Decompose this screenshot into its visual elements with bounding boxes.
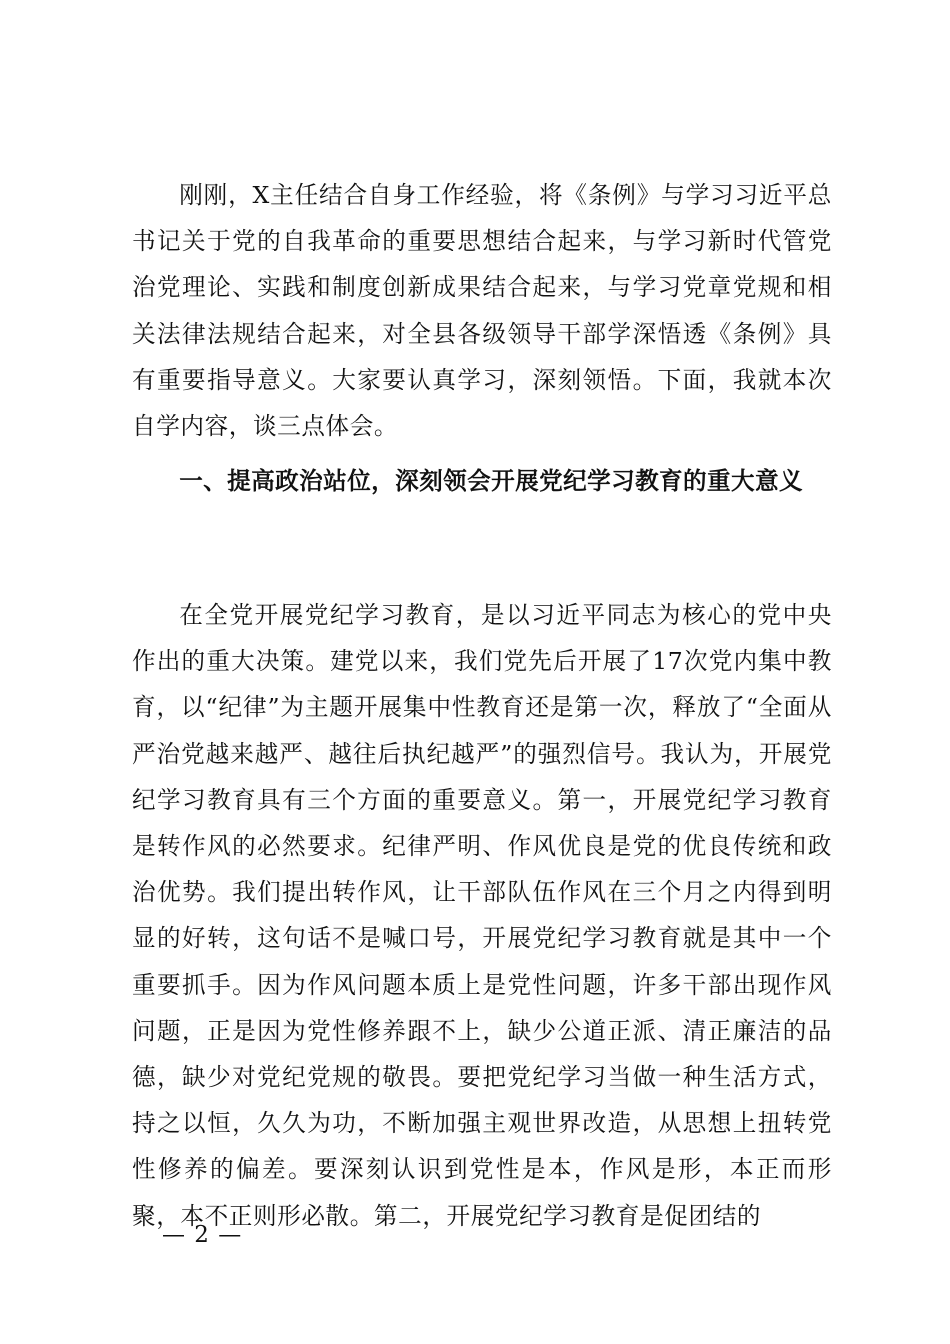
section-one-paragraph: 在全党开展党纪学习教育，是以习近平同志为核心的党中央作出的重大决策。建党以来，我们党先后开展了17次党内集中教育，以“纪律”为主题开展集中性教育还是第一次，释放了“全面从严治党越来越严、越往后执纪越严”的强烈信号。我认为，开展党纪学习教育具有三个方面的重要意义。第一，开展党纪学习教育是转作风的必然要求。纪律严明、作风优良是党的优良传统和政治优势。我们提出转作风，让干部队伍作风在三个月之内得到明显的好转，这句话不是喊口号，开展党纪学习教育就是其中一个重要抓手。因为作风问题本质上是党性问题，许多干部出现作风问题，正是因为党性修养跟不上，缺少公道正派、清正廉洁的品德，缺少对党纪党规的敬畏。要把党纪学习当做一种生活方式，持之以恒，久久为功，不断加强主观世界改造，从思想上扭转党性修养的偏差。要深刻认识到党性是本，作风是形，本正而形聚，本不正则形必散。第二，开展党纪学习教育是促团结的	[132, 601, 832, 1230]
page-number: — 2 —	[162, 1222, 243, 1248]
section-heading-one: 一、提高政治站位，深刻领会开展党纪学习教育的重大意义	[179, 467, 804, 495]
intro-paragraph: 刚刚，X主任结合自身工作经验，将《条例》与学习习近平总书记关于党的自我革命的重要思想结合起来，与学习新时代管党治党理论、实践和制度创新成果结合起来，与学习党章党规和相关法律法规结合起来，对全县各级领导干部学深悟透《条例》具有重要指导意义。大家要认真学习，深刻领悟。下面，我就本次自学内容，谈三点体会。	[132, 181, 832, 441]
